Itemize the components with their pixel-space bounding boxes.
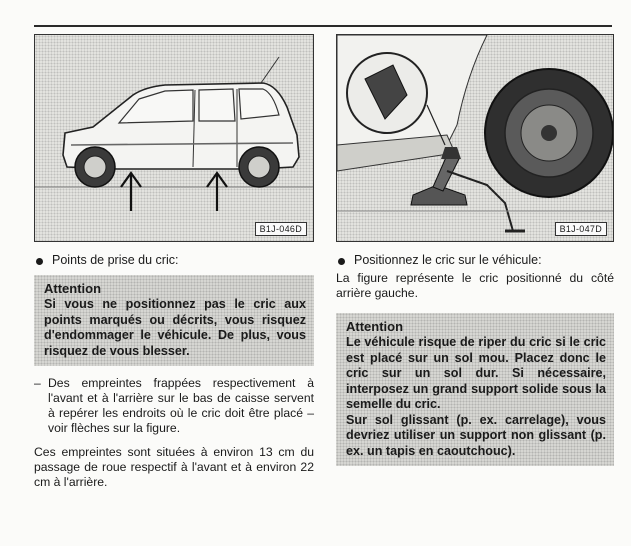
attention-paragraph-2: Sur sol glissant (p. ex. carrelage), vous devriez utiliser un support non glissant (p. ex. un tapis en caoutchouc). (346, 412, 606, 458)
attention-title: Attention (346, 319, 404, 334)
attention-box-right (336, 313, 614, 466)
jack-figure (336, 34, 614, 242)
car-side-figure (34, 34, 314, 242)
car-side-illustration (35, 35, 314, 241)
dash-icon: – (34, 376, 41, 390)
top-rule (34, 25, 612, 27)
attention-title: Attention (44, 281, 102, 296)
bullet-icon (338, 258, 345, 265)
right-column (336, 34, 614, 466)
paragraph-right: La figure représente le cric positionné du côté arrière gauche. (336, 271, 614, 300)
attention-box-left (34, 275, 314, 366)
caption-bullet (336, 253, 614, 267)
attention-paragraph-1: Le véhicule risque de riper du cric si le cric est placé sur un sol mou. Placez donc le cric sur un sol dur. Si nécessaire, interposez un grand support solide sous la semelle du cric. (346, 335, 606, 411)
jack-illustration (337, 35, 614, 241)
caption-bullet (34, 253, 314, 267)
attention-body (346, 335, 606, 459)
caption-text: Points de prise du cric: (52, 253, 179, 267)
figure-code: B1J-047D (555, 222, 607, 236)
caption-text: Positionnez le cric sur le véhicule: (354, 253, 542, 267)
figure-code: B1J-046D (255, 222, 307, 236)
dash-item-text: Des empreintes frappées respectivement à l'avant et à l'arrière sur le bas de caisse servent à repérer les endroits où le cric doit être placé – voir flèches sur la figure. (48, 376, 314, 435)
bullet-icon (36, 258, 43, 265)
paragraph-left: Ces empreintes sont situées à environ 13 cm du passage de roue respectif à l'avant et à environ 22 cm à l'arrière. (34, 445, 314, 489)
left-column (34, 34, 314, 490)
attention-body: Si vous ne positionnez pas le cric aux points marqués ou décrits, vous risquez d'endommager le véhicule. De plus, vous risquez de vous blesser. (44, 297, 306, 358)
dash-item (34, 376, 314, 436)
